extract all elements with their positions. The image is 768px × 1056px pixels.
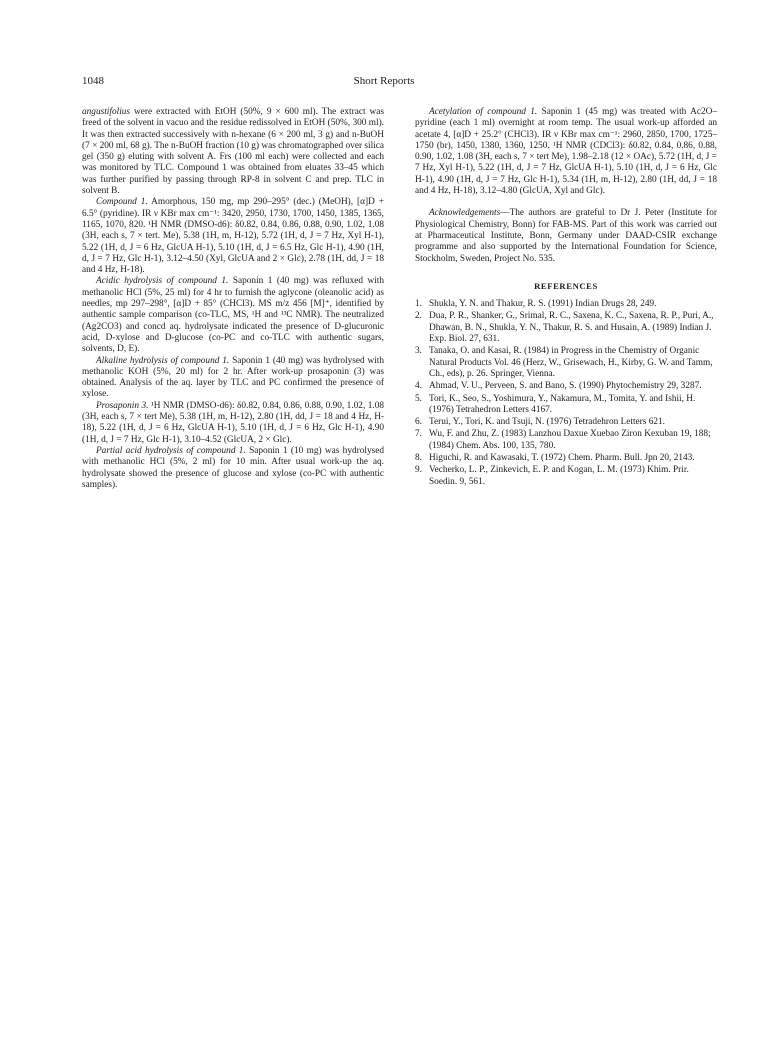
reference-number: 1. xyxy=(415,299,422,310)
right-column xyxy=(415,107,717,489)
acetylation-text: Saponin 1 (45 mg) was treated with Ac2O–pyridine (each 1 ml) overnight at room temp. The usual work-up afforded an acetate 4, [α]D + 25.2° (CHCl3). IR ν KBr max cm⁻¹: 2960, 2850, 1700, 1725–1750 (br), 1450, 1380, 1360, 1250. ¹H NMR (CDCl3): δ0.82, 0.84, 0.86, 0.88, 0.90, 1.02, 1.08 (3H, each s, 7 × tert Me), 1.98–2.18 (12 × OAc), 5.72 (1H, d, J = 7 Hz, Xyl H-1), 5.22 (1H, d, J = 7 Hz, GlcUA H-1), 5.10 (1H, d, J = 6 Hz, Glc H-1), 4.90 (1H, d, J = 7 Hz, Glc H-1), 5.34 (1H, m, H-12), 2.80 (1H, dd, J = 18 and 4 Hz, H-18), 3.12–4.80 (GlcUA, Xyl and Glc). xyxy=(415,107,717,197)
extraction-paragraph xyxy=(82,107,384,197)
reference-text: Tori, K., Seo, S., Yoshimura, Y., Nakamura, M., Tomita, Y. and Ishii, H. (1976) Tetrahedron Letters 4167. xyxy=(429,393,696,415)
running-header xyxy=(82,73,686,89)
acetylation-paragraph xyxy=(415,107,717,197)
left-column xyxy=(82,107,384,491)
prosaponin-3-lead: Prosaponin 3. xyxy=(96,400,149,411)
prosaponin-3-text: ¹H NMR (DMSO-d6): δ0.82, 0.84, 0.86, 0.88, 0.90, 1.02, 1.08 (3H, each s, 7 × tert Me), 5.38 (1H, m, H-12), 2.80 (1H, dd, J = 18 and 4 Hz, H-18), 5.22 (1H, d, J = 6 Hz, GlcUA H-1), 5.10 (1H, d, J = 6 Hz, Glc H-1), 4.90 (1H, d, J = 7 Hz, Glc H-1), 3.10–4.52 (GlcUA, 2 × Glc). xyxy=(82,400,385,445)
acetylation-lead: Acetylation of compound 1. xyxy=(429,107,538,117)
partial-hydrolysis-text: Saponin 1 (10 mg) was hydrolysed with methanolic HCl (5%, 2 ml) for 10 min. After usual work-up the aq. hydrolysate showed the presence of glucose and xylose (co-PC with authentic samples). xyxy=(82,445,384,490)
extraction-lead: angustifolius xyxy=(82,107,131,117)
reference-text: Ahmad, V. U., Perveen, S. and Bano, S. (1990) Phytochemistry 29, 3287. xyxy=(429,381,702,392)
reference-number: 9. xyxy=(415,465,422,476)
references-list xyxy=(415,299,717,488)
reference-item xyxy=(415,453,717,464)
reference-item xyxy=(415,417,717,428)
reference-item xyxy=(415,465,717,488)
reference-text: Shukla, Y. N. and Thakur, R. S. (1991) Indian Drugs 28, 249. xyxy=(429,299,657,310)
acknowledgements-paragraph xyxy=(415,208,717,264)
reference-text: Vecherko, L. P., Zinkevich, E. P. and Kogan, L. M. (1973) Khim. Prir. Soedin. 9, 561. xyxy=(429,465,689,487)
reference-item xyxy=(415,311,717,345)
reference-number: 4. xyxy=(415,381,422,392)
reference-item xyxy=(415,299,717,310)
partial-hydrolysis-paragraph xyxy=(82,446,384,491)
reference-text: Terui, Y., Tori, K. and Tsuji, N. (1976) Tetradehron Letters 621. xyxy=(429,417,665,428)
alkaline-hydrolysis-text: Saponin 1 (40 mg) was hydrolysed with methanolic KOH (5%, 20 ml) for 2 hr. After work-up prosaponin (3) was obtained. Analysis of the aq. layer by TLC and PC confirmed the presence of xylose. xyxy=(82,355,384,400)
running-title: Short Reports xyxy=(353,75,415,87)
reference-item xyxy=(415,346,717,380)
reference-text: Wu, F. and Zhu, Z. (1983) Lanzhou Daxue Xuebao Ziron Kexuban 19, 188; (1984) Chem. Abs. 100, 135, 780. xyxy=(429,429,711,451)
acidic-hydrolysis-lead: Acidic hydrolysis of compound 1. xyxy=(96,276,229,287)
reference-number: 5. xyxy=(415,393,422,404)
reference-item xyxy=(415,429,717,452)
reference-number: 7. xyxy=(415,429,422,440)
acidic-hydrolysis-paragraph xyxy=(82,276,384,355)
alkaline-hydrolysis-lead: Alkaline hydrolysis of compound 1. xyxy=(96,355,230,366)
reference-item xyxy=(415,381,717,392)
acidic-hydrolysis-text: Saponin 1 (40 mg) was refluxed with methanolic HCl (5%, 25 ml) for 4 hr to furnish the aglycone (oleanolic acid) as needles, mp 297–298°, [α]D + 85° (CHCl3). MS m/z 456 [M]⁺, identified by authentic sample comparison (co-TLC, MS, ¹H and ¹³C NMR). The neutralized (Ag2CO3) and concd aq. hydrolysate indicated the presence of D-glucuronic acid, D-xylose and D-glucose (co-PC and co-TLC with authentic sugars, solvents, D, E). xyxy=(82,276,384,355)
reference-number: 2. xyxy=(415,311,422,322)
extraction-text: were extracted with EtOH (50%, 9 × 600 ml). The extract was freed of the solvent in vacuo and the residue redissolved in EtOH (50%, 300 ml). It was then extracted successively with n-hexane (6 × 200 ml, 3 g) and n-BuOH (7 × 200 ml, 68 g). The n-BuOH fraction (10 g) was chromatographed over silica gel (350 g) eluting with solvent A. Frs (100 ml each) were collected and each was monitored by TLC. Compound 1 was obtained from eluates 33–45 which was further purified by passing through RP-8 in solvent C and prep. TLC in solvent B. xyxy=(82,107,384,197)
reference-text: Tanaka, O. and Kasai, R. (1984) in Progress in the Chemistry of Organic Natural Products Vol. 46 (Herz, W., Grisewach, H., Kirby, G. W. and Tamm, Ch., eds), p. 26. Springer, Vienna. xyxy=(429,346,713,379)
prosaponin-3-paragraph xyxy=(82,401,384,446)
reference-item xyxy=(415,394,717,417)
reference-number: 6. xyxy=(415,417,422,428)
reference-text: Dua, P. R., Shanker, G., Srimal, R. C., Saxena, K. C., Saxena, R. P., Puri, A., Dhawan, B. N., Shukla, Y. N., Thakur, R. S. and Husain, A. (1989) Indian J. Exp. Biol. 27, 631. xyxy=(429,311,714,345)
references-heading: REFERENCES xyxy=(534,280,598,291)
page-number: 1048 xyxy=(82,75,104,87)
compound-1-lead: Compound 1. xyxy=(96,197,148,208)
partial-hydrolysis-lead: Partial acid hydrolysis of compound 1. xyxy=(96,445,246,456)
reference-number: 8. xyxy=(415,453,422,464)
alkaline-hydrolysis-paragraph xyxy=(82,356,384,401)
compound-1-paragraph xyxy=(82,197,384,276)
acknowledgements-text: —The authors are grateful to Dr J. Peter (Institute for Physiological Chemistry, Bonn) for FAB-MS. Part of this work was carried out at Pharmaceutical Institute, Bonn, Germany under DAAD-CSIR exchange programme and also supported by the International Foundation for Science, Stockholm, Sweden, Project No. 535. xyxy=(415,208,717,264)
acknowledgements-lead: Acknowledgements xyxy=(429,208,501,219)
compound-1-text: Amorphous, 150 mg, mp 290–295° (dec.) (MeOH), [α]D + 6.5° (pyridine). IR ν KBr max cm⁻¹: 3420, 2950, 1730, 1700, 1450, 1385, 1365, 1165, 1070, 820. ¹H NMR (DMSO-d6): δ0.82, 0.84, 0.86, 0.88, 0.90, 1.02, 1.08 (3H, each s, 7 × tert. Me), 5.38 (1H, m, H-12), 5.72 (1H, d, J = 7 Hz, Xyl H-1), 5.22 (1H, d, J = 6 Hz, GlcUA H-1), 5.10 (1H, d, J = 6.5 Hz, Glc H-1), 4.90 (1H, d, J = 7 Hz, Glc H-1), 3.12–4.50 (Xyl, GlcUA and 2 × Glc), 2.78 (1H, dd, J = 18 and 4 Hz, H-18). xyxy=(82,197,384,276)
reference-number: 3. xyxy=(415,346,422,357)
reference-text: Higuchi, R. and Kawasaki, T. (1972) Chem. Pharm. Bull. Jpn 20, 2143. xyxy=(429,453,695,464)
